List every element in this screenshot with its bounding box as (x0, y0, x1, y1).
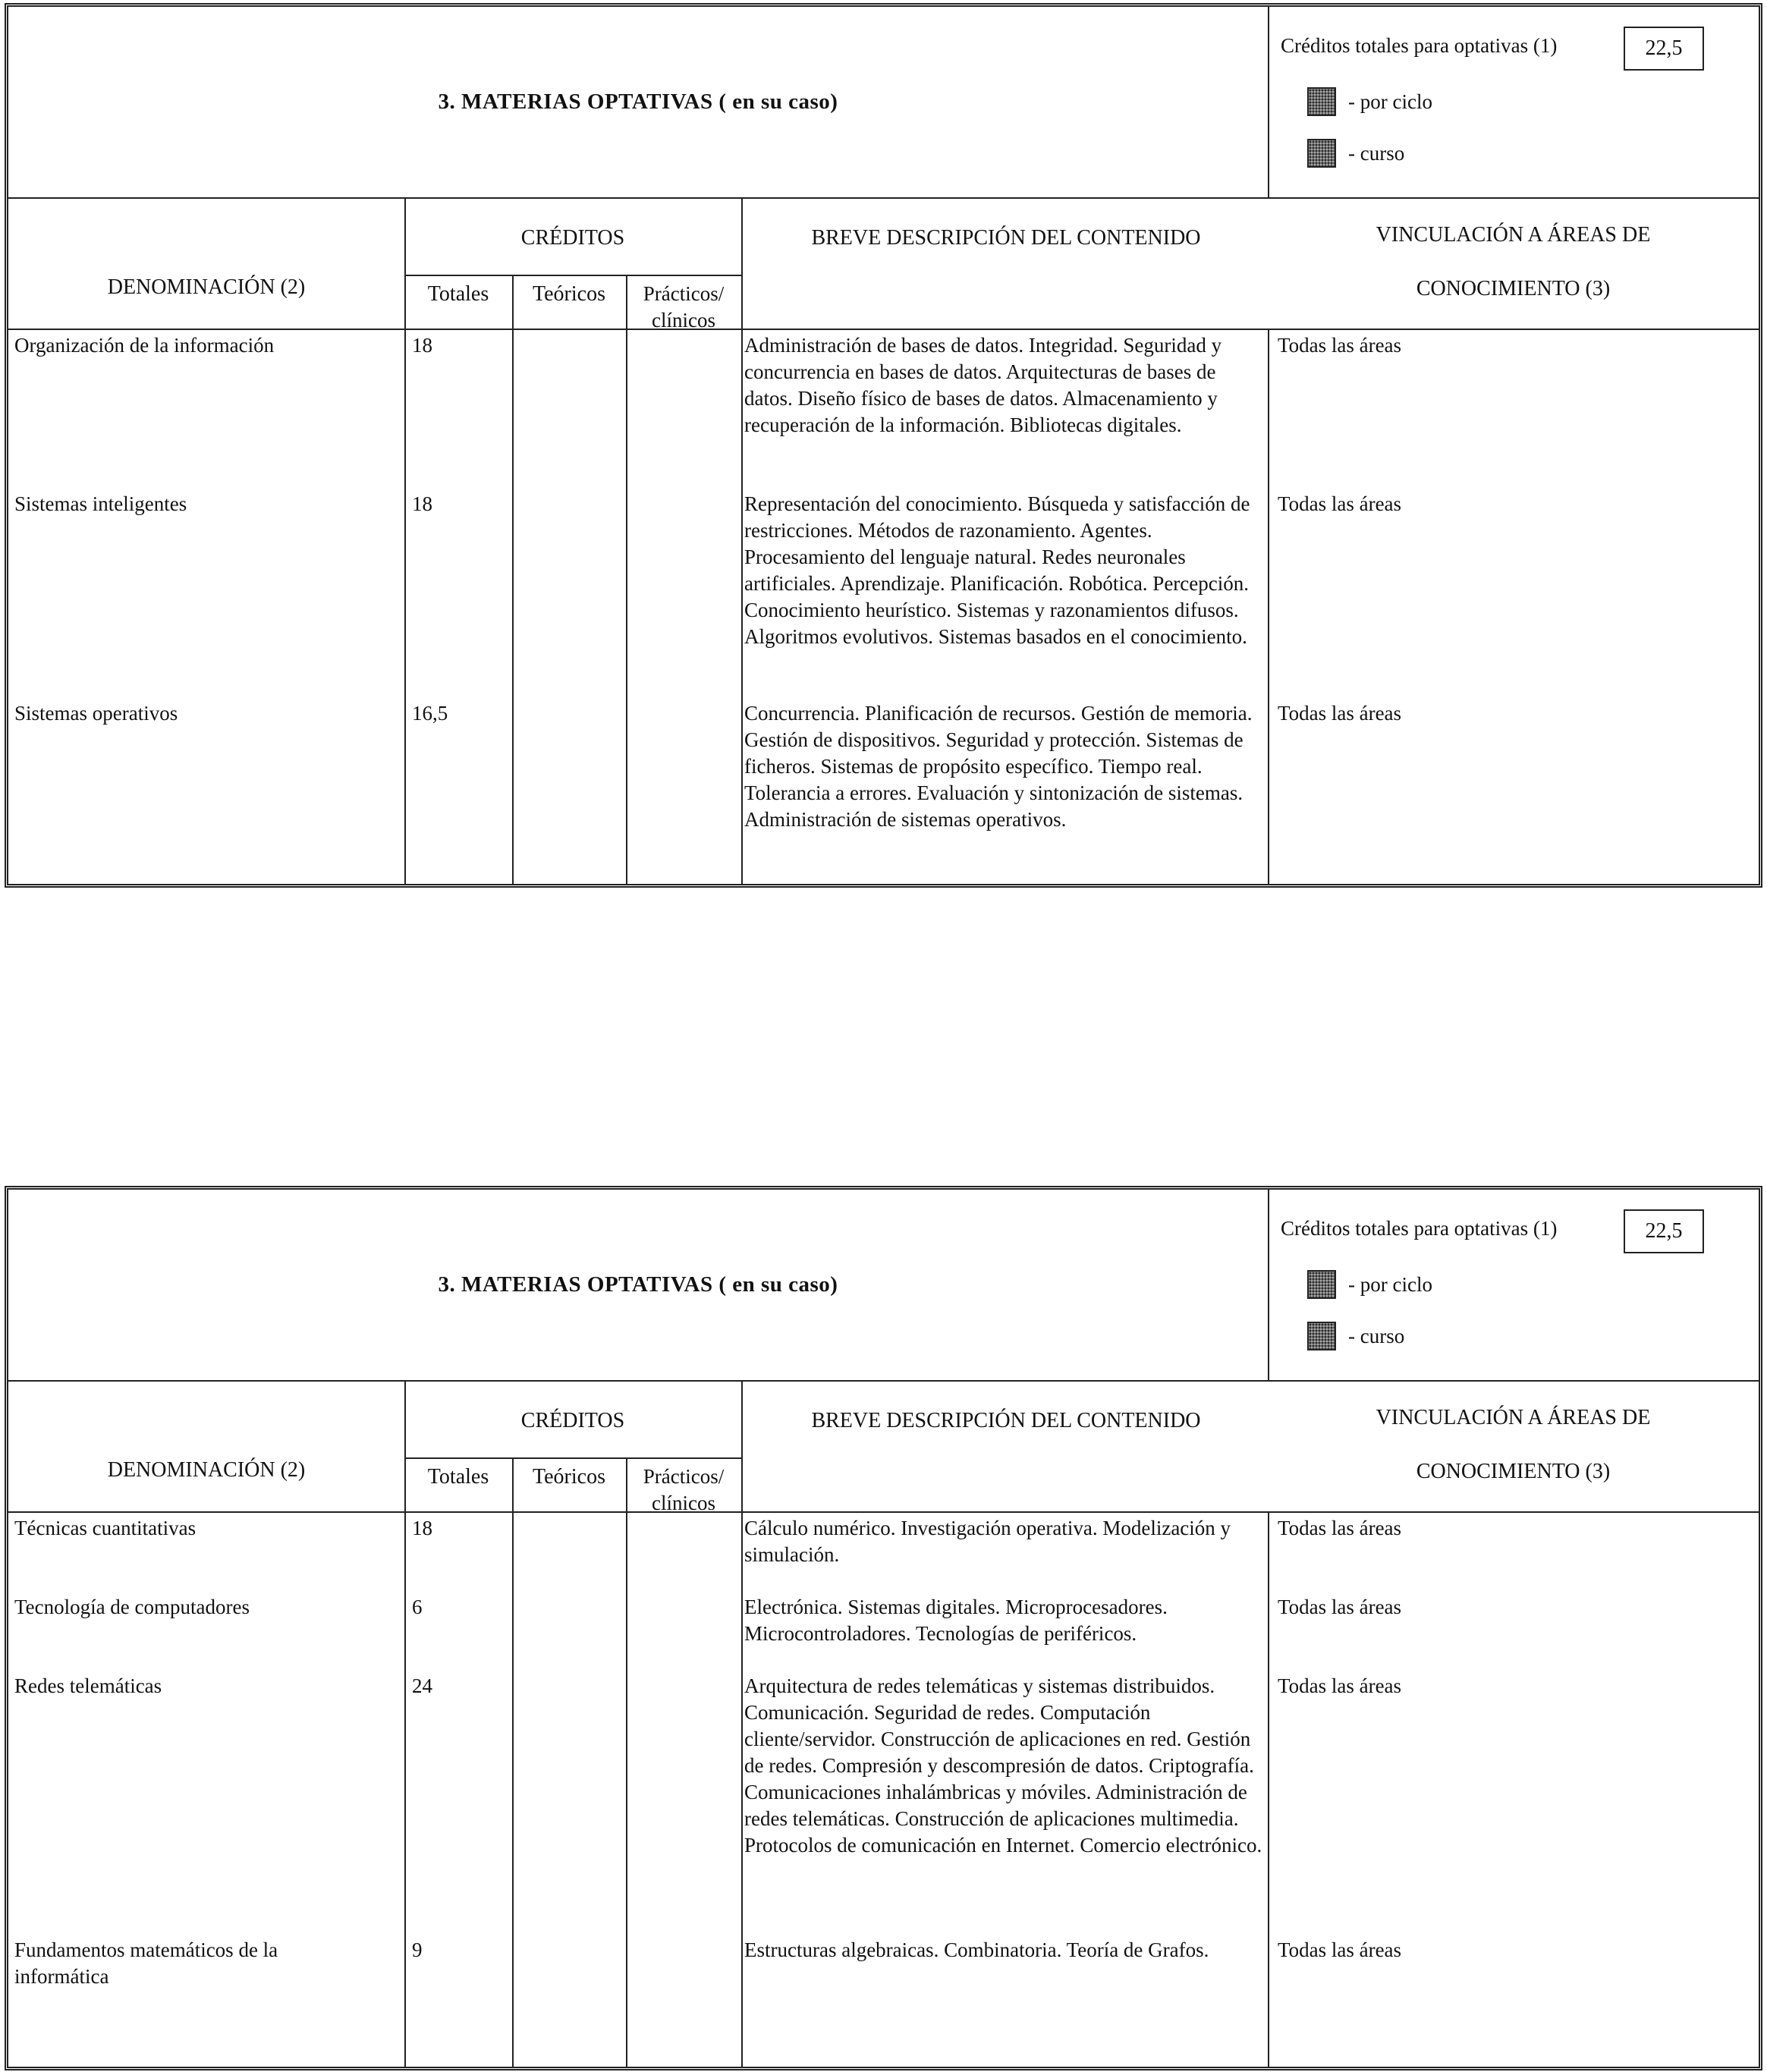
divider (1268, 329, 1269, 884)
header-totales: Totales (427, 282, 489, 306)
header-denominacion: DENOMINACIÓN (2) (107, 1458, 306, 1482)
subject-description: Electrónica. Sistemas digitales. Microprocesadores. Microcontroladores. Tecnologías de periféricos. (744, 1596, 1168, 1645)
total-credits: 9 (412, 1938, 423, 1961)
subject-name: Redes telemáticas (14, 1674, 162, 1697)
divider (512, 1511, 514, 2067)
divider (626, 329, 627, 884)
legend-per-course (1307, 1322, 1404, 1350)
divider (741, 197, 743, 329)
legend-per-cycle (1307, 87, 1432, 116)
total-credits-value: 22,5 (1624, 27, 1704, 71)
section-title: 3. MATERIAS OPTATIVAS ( en su caso) (438, 90, 838, 114)
divider (404, 1511, 406, 2067)
header-practicos: Prácticos/ clínicos (643, 1465, 725, 1515)
legend-per-course (1307, 139, 1404, 168)
knowledge-area: Todas las áreas (1278, 334, 1402, 357)
header-denominacion: DENOMINACIÓN (2) (107, 275, 306, 299)
subject-description: Concurrencia. Planificación de recursos. Gestión de memoria. Gestión de dispositivos. Seguridad y protección. Sistemas de ficheros. Sistemas de propósito específico. Tiempo real. Tolerancia a errores. Evaluación y sintonización de sistemas. Administración de sistemas operativos. (744, 702, 1253, 831)
subject-name: Sistemas inteligentes (14, 492, 187, 515)
knowledge-area: Todas las áreas (1278, 1938, 1402, 1961)
header-practicos: Prácticos/ clínicos (643, 282, 725, 332)
legend-per-course-label: - curso (1348, 1324, 1405, 1347)
total-credits: 18 (412, 1517, 432, 1539)
header-totales: Totales (427, 1465, 489, 1489)
knowledge-area: Todas las áreas (1278, 492, 1402, 515)
shaded-box-icon (1307, 139, 1336, 168)
divider (741, 1380, 743, 1511)
header-vinculacion-2: CONOCIMIENTO (3) (1416, 1460, 1611, 1483)
subject-name: Técnicas cuantitativas (14, 1517, 197, 1539)
shaded-box-icon (1307, 1322, 1336, 1350)
optional-subjects-table-2 (5, 1186, 1762, 2070)
total-credits: 6 (412, 1596, 423, 1618)
table-header (8, 1190, 1759, 1382)
divider (404, 275, 741, 276)
header-vinculacion: VINCULACIÓN A ÁREAS DE (1376, 223, 1651, 247)
column-headers (8, 1380, 1759, 1513)
credits-panel (1268, 7, 1760, 197)
divider (1268, 1511, 1269, 2067)
total-credits: 18 (412, 334, 432, 357)
divider (741, 1511, 743, 2067)
total-credits-value: 22,5 (1624, 1209, 1704, 1253)
legend-per-cycle-label: - por ciclo (1348, 1272, 1432, 1296)
divider (404, 197, 406, 329)
total-credits-label: Créditos totales para optativas (1) (1281, 34, 1558, 57)
header-vinculacion-2: CONOCIMIENTO (3) (1416, 277, 1611, 300)
header-teoricos: Teóricos (532, 282, 605, 306)
subject-description: Administración de bases de datos. Integridad. Seguridad y concurrencia en bases de datos. Arquitecturas de bases de datos. Diseño físico de bases de datos. Almacenamiento y recuperación de la información. Bibliotecas digitales. (744, 334, 1222, 436)
subject-name: Tecnología de computadores (14, 1596, 250, 1618)
subject-name: Fundamentos matemáticos de la informática (14, 1938, 278, 1988)
optional-subjects-table-1 (5, 3, 1762, 888)
divider (512, 329, 514, 884)
subject-name: Sistemas operativos (14, 702, 178, 725)
header-creditos: CRÉDITOS (520, 226, 625, 250)
section-title: 3. MATERIAS OPTATIVAS ( en su caso) (438, 1272, 838, 1297)
legend-per-cycle-label: - por ciclo (1348, 90, 1432, 113)
divider (404, 1457, 741, 1459)
knowledge-area: Todas las áreas (1278, 1596, 1402, 1618)
shaded-box-icon (1307, 1270, 1336, 1299)
divider (626, 1511, 627, 2067)
divider (741, 329, 743, 884)
total-credits: 18 (412, 492, 432, 515)
knowledge-area: Todas las áreas (1278, 1517, 1402, 1539)
subject-description: Representación del conocimiento. Búsqueda y satisfacción de restricciones. Métodos de razonamiento. Agentes. Procesamiento del lenguaje natural. Redes neuronales artificiales. Aprendizaje. Planificación. Robótica. Percepción. Conocimiento heurístico. Sistemas y razonamientos difusos. Algoritmos evolutivos. Sistemas basados en el conocimiento. (744, 492, 1250, 648)
header-creditos: CRÉDITOS (520, 1409, 625, 1432)
shaded-box-icon (1307, 87, 1336, 116)
column-headers (8, 197, 1759, 330)
subject-name: Organización de la información (14, 334, 275, 357)
legend-per-cycle (1307, 1270, 1432, 1299)
subject-description: Estructuras algebraicas. Combinatoria. Teoría de Grafos. (744, 1938, 1209, 1961)
table-header (8, 7, 1759, 199)
legend-per-course-label: - curso (1348, 141, 1405, 165)
subject-description: Cálculo numérico. Investigación operativa. Modelización y simulación. (744, 1517, 1231, 1566)
subject-description: Arquitectura de redes telemáticas y sistemas distribuidos. Comunicación. Seguridad de redes. Computación cliente/servidor. Construcción de aplicaciones en red. Gestión de redes. Compresión y descompresión de datos. Criptografía. Comunicaciones inhalámbricas y móviles. Administración de redes telemáticas. Construcción de aplicaciones multimedia. Protocolos de comunicación en Internet. Comercio electrónico. (744, 1674, 1262, 1857)
credits-panel (1268, 1190, 1760, 1380)
divider (404, 1380, 406, 1511)
total-credits: 16,5 (412, 702, 448, 725)
total-credits: 24 (412, 1674, 432, 1697)
header-teoricos: Teóricos (532, 1465, 605, 1489)
total-credits-label: Créditos totales para optativas (1) (1281, 1217, 1558, 1240)
header-descripcion: BREVE DESCRIPCIÓN DEL CONTENIDO (811, 226, 1201, 250)
divider (404, 329, 406, 884)
header-descripcion: BREVE DESCRIPCIÓN DEL CONTENIDO (811, 1409, 1201, 1432)
knowledge-area: Todas las áreas (1278, 1674, 1402, 1697)
knowledge-area: Todas las áreas (1278, 702, 1402, 725)
header-vinculacion: VINCULACIÓN A ÁREAS DE (1376, 1406, 1651, 1429)
